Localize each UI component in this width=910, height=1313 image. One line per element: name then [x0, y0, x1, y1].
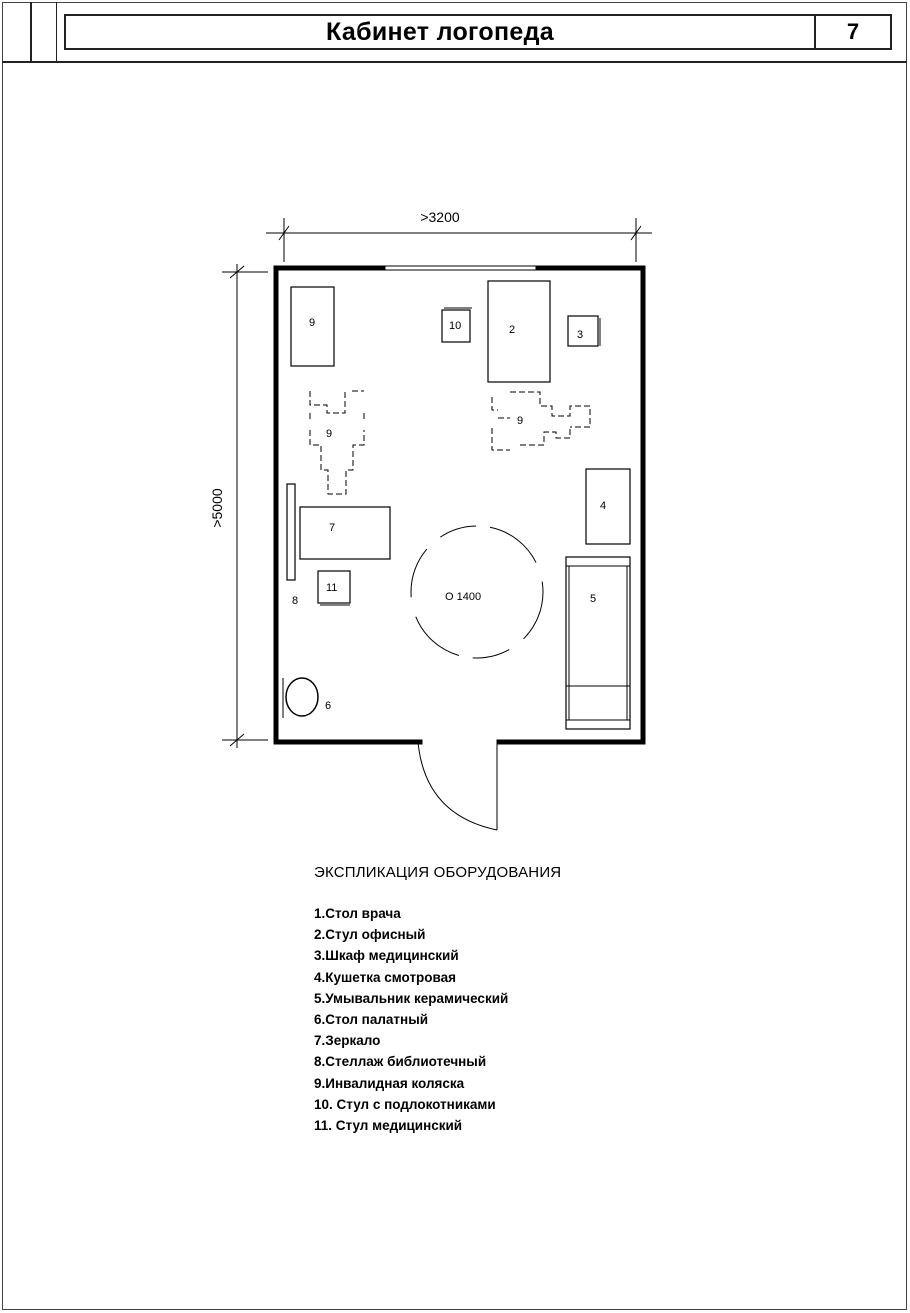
page-number: 7 — [846, 19, 860, 44]
page-title: Кабинет логопеда — [326, 18, 554, 46]
mirror — [287, 484, 295, 580]
legend-item: 1.Стол врача — [314, 906, 401, 921]
width-dimension-label: >3200 — [420, 209, 460, 225]
legend-item: 3.Шкаф медицинский — [314, 948, 459, 964]
legend-item: 4.Кушетка смотровая — [314, 969, 457, 985]
legend-list — [314, 903, 561, 1136]
legend-item: 11. Стул медицинский — [314, 1118, 463, 1134]
mirror-label: 8 — [292, 595, 299, 607]
bookshelf-label: 9 — [309, 317, 316, 329]
medical-chair-label: 11 — [326, 582, 338, 594]
window — [383, 266, 538, 270]
washbasin — [286, 678, 318, 716]
legend-item: 2.Стул офисный — [314, 927, 426, 943]
office-chair-label: 3 — [577, 329, 584, 341]
legend-title: ЭКСПЛИКАЦИЯ ОБОРУДОВАНИЯ — [314, 864, 562, 881]
legend-item: 6.Стол палатный — [314, 1012, 429, 1028]
length-dimension — [222, 264, 268, 748]
armchair-label: 10 — [449, 320, 462, 332]
ward-table — [300, 507, 390, 559]
round-table-label: О 1400 — [445, 591, 482, 603]
ward-table-label: 7 — [329, 522, 336, 534]
legend-item: 5.Умывальник керамический — [314, 990, 509, 1006]
wheelchair-right-label: 9 — [517, 415, 524, 427]
legend-item: 9.Инвалидная коляска — [314, 1075, 465, 1091]
legend-item: 10. Стул с подлокотниками — [314, 1096, 496, 1112]
legend-item: 7.Зеркало — [314, 1033, 381, 1049]
wheelchair-left — [310, 391, 364, 494]
wheelchair-right — [492, 392, 590, 450]
examination-couch — [566, 557, 630, 729]
legend-item: 8.Стеллаж библиотечный — [314, 1054, 487, 1070]
wheelchair-left-label: 9 — [326, 428, 333, 440]
washbasin-label: 6 — [325, 700, 332, 712]
medical-cabinet-label: 4 — [600, 500, 607, 512]
examination-couch-label: 5 — [590, 593, 597, 605]
door — [418, 742, 497, 830]
length-dimension-label: >5000 — [209, 488, 225, 528]
equipment-legend — [314, 864, 561, 1136]
doctor-desk-label: 2 — [509, 324, 516, 336]
room-walls — [276, 268, 643, 742]
doctor-desk — [488, 281, 550, 382]
medical-cabinet — [586, 469, 630, 544]
